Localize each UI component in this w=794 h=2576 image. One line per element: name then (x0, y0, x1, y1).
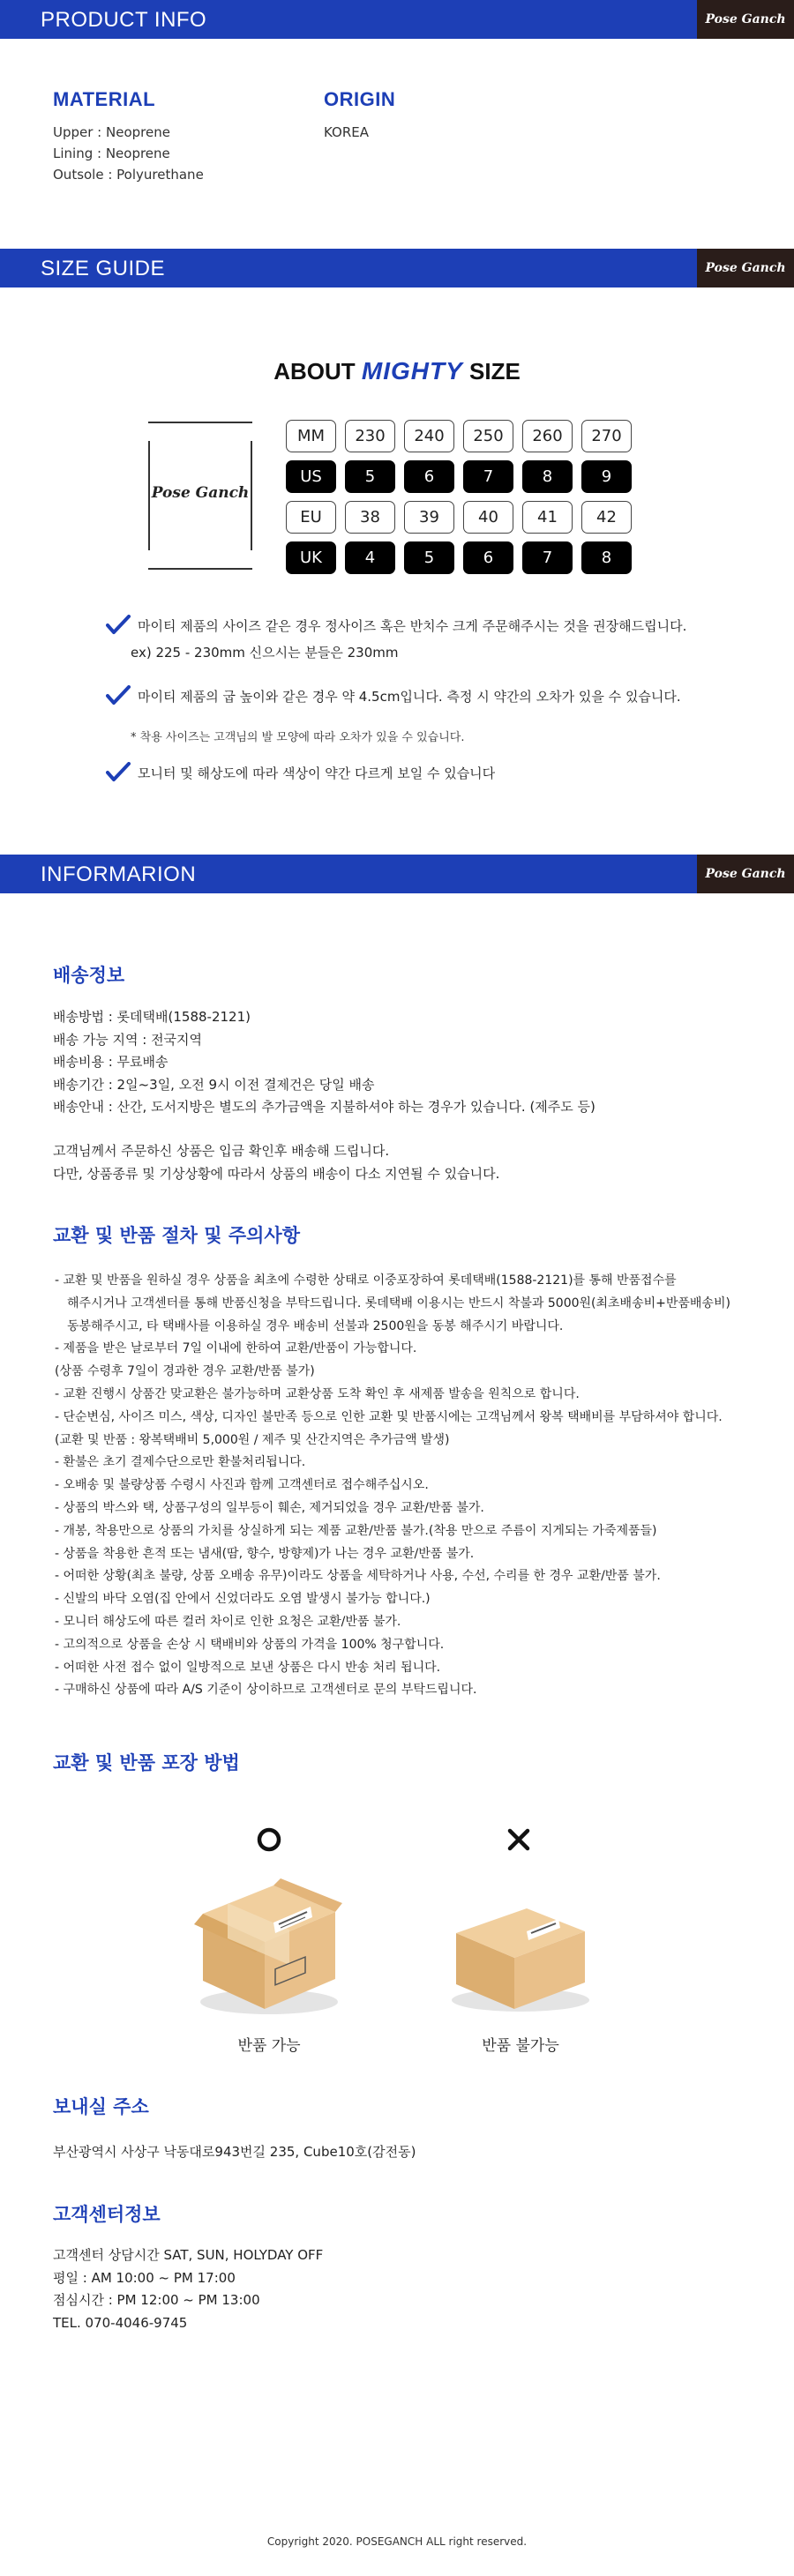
size-logo-text: Pose Ganch (151, 484, 250, 502)
size-heading-prefix: ABOUT (273, 358, 356, 385)
exchange-rule-line: - 제품을 받은 날로부터 7일 이내에 한하여 교환/반품이 가능합니다. (55, 1341, 417, 1356)
exchange-rule-line: - 신발의 바닥 오염(집 안에서 신었더라도 오염 발생시 불가능 합니다.) (55, 1592, 431, 1607)
customer-center-line: 고객센터 상담시간 SAT, SUN, HOLYDAY OFF (53, 2247, 324, 2263)
size-table (286, 420, 632, 582)
check-icon (106, 615, 131, 636)
shipping-notice (53, 1140, 499, 1185)
brand-logo (697, 855, 794, 893)
shipping-notice-line: 고객님께서 주문하신 상품은 입금 확인후 배송해 드립니다. (53, 1143, 390, 1159)
brand-logo-text: Pose Ganch (705, 261, 786, 275)
x-mark-icon (506, 1826, 532, 1861)
exchange-rule-line: 해주시거나 고객센터를 통해 반품신청을 부탁드립니다. 롯데택배 이용시는 반드시 착불과 5000원(최초배송비+반품배송비) (67, 1295, 730, 1310)
shipping-line: 배송 가능 지역 : 전국지역 (53, 1031, 203, 1048)
exchange-rule-line: (교환 및 반품 : 왕복택배비 5,000원 / 제주 및 산간지역은 추가금액 발생) (55, 1432, 450, 1447)
exchange-rule-line: 동봉해주시고, 타 택배사를 이용하실 경우 배송비 선불과 2500원을 동봉 해주시기 바랍니다. (67, 1318, 564, 1333)
customer-center-line: 점심시간 : PM 12:00 ~ PM 13:00 (53, 2292, 260, 2308)
size-table-cell: 5 (345, 460, 395, 493)
size-heading-suffix: SIZE (469, 358, 521, 385)
exchange-rule-line: - 상품의 박스와 택, 상품구성의 일부등이 훼손, 제거되었을 경우 교환/반품 불가. (55, 1500, 484, 1515)
size-table-cell: 270 (581, 420, 632, 452)
shipping-line: 배송비용 : 무료배송 (53, 1054, 169, 1070)
size-table-label: US (286, 460, 336, 493)
size-heading-brand: MIGHTY (361, 357, 463, 385)
size-note-1-example: ex) 225 - 230mm 신으시는 분들은 230mm (131, 645, 399, 661)
brand-logo (697, 249, 794, 287)
size-table-row (286, 541, 632, 574)
size-table-cell: 6 (463, 541, 513, 574)
shipping-line: 배송방법 : 롯데택배(1588-2121) (53, 1009, 251, 1025)
size-note-2-text: 마이티 제품의 굽 높이와 같은 경우 약 4.5cm입니다. 측정 시 약간의 오차가 있을 수 있습니다. (138, 688, 681, 705)
product-info-band (0, 0, 794, 39)
size-note-2 (106, 685, 681, 706)
pack-ok-label: 반품 가능 (237, 2037, 301, 2055)
shipping-line: 배송기간 : 2일~3일, 오전 9시 이전 결제건은 당일 배송 (53, 1076, 375, 1093)
exchange-rule-line: - 환불은 초기 결제수단으로만 환불처리됩니다. (55, 1455, 306, 1470)
size-note-1-text: 마이티 제품의 사이즈 같은 경우 정사이즈 혹은 반치수 크게 주문해주시는 것을 권장해드립니다. (138, 617, 687, 634)
size-table-cell: 38 (345, 501, 395, 534)
pack-no-label: 반품 불가능 (482, 2037, 559, 2055)
exchange-rule-line: - 고의적으로 상품을 손상 시 택배비와 상품의 가격을 100% 청구합니다. (55, 1637, 445, 1652)
size-logo-frame (148, 422, 252, 570)
size-heading (0, 357, 794, 385)
exchange-rule-line: (상품 수령후 7일이 경과한 경우 교환/반품 불가) (55, 1364, 315, 1379)
exchange-title: 교환 및 반품 절차 및 주의사항 (53, 1225, 300, 1246)
size-note-3-text: 모니터 및 해상도에 따라 색상이 약간 다르게 보일 수 있습니다 (138, 765, 496, 781)
information-title: INFORMARION (41, 862, 197, 886)
size-note-1 (106, 615, 686, 636)
brand-logo-text: Pose Ganch (705, 12, 786, 26)
shipping-notice-line: 다만, 상품종류 및 기상상황에 따라서 상품의 배송이 다소 지연될 수 있습니다. (53, 1165, 500, 1182)
material-line: Lining : Neoprene (53, 146, 170, 161)
address-title: 보내실 주소 (53, 2096, 149, 2117)
size-note-3 (106, 762, 495, 783)
size-table-cell: 6 (404, 460, 454, 493)
size-table-label: UK (286, 541, 336, 574)
shipping-title: 배송정보 (53, 965, 125, 986)
material-line: Upper : Neoprene (53, 124, 170, 140)
size-table-row (286, 460, 632, 493)
exchange-rule-line: - 구매하신 상품에 따라 A/S 기준이 상이하므로 고객센터로 문의 부탁드립니다. (55, 1683, 477, 1698)
size-table-cell: 7 (463, 460, 513, 493)
size-table-row (286, 501, 632, 534)
size-table-cell: 8 (522, 460, 573, 493)
material-heading: MATERIAL (53, 88, 156, 110)
exchange-rules (55, 1270, 730, 1702)
material-section (53, 88, 204, 185)
closed-box-illustration (446, 1896, 596, 2015)
size-table-label: MM (286, 420, 336, 452)
size-table-cell: 40 (463, 501, 513, 534)
size-table-cell: 8 (581, 541, 632, 574)
size-table-cell: 42 (581, 501, 632, 534)
open-box-illustration (194, 1861, 344, 2015)
material-line: Outsole : Polyurethane (53, 167, 204, 183)
exchange-rule-line: - 상품을 착용한 흔적 또는 냄새(땀, 향수, 방향제)가 나는 경우 교환/반품 불가. (55, 1546, 475, 1561)
exchange-rule-line: - 단순변심, 사이즈 미스, 색상, 디자인 불만족 등으로 인한 교환 및 반품시에는 고객님께서 왕복 택배비를 부담하셔야 합니다. (55, 1409, 723, 1424)
size-table-cell: 250 (463, 420, 513, 452)
customer-center-line: 평일 : AM 10:00 ~ PM 17:00 (53, 2269, 236, 2286)
size-table-cell: 9 (581, 460, 632, 493)
address-value: 부산광역시 사상구 낙동대로943번길 235, Cube10호(감전동) (53, 2144, 416, 2160)
customer-center-title: 고객센터정보 (53, 2204, 161, 2225)
exchange-rule-line: - 어떠한 사전 접수 없이 일방적으로 보낸 상품은 다시 반송 처리 됩니다. (55, 1660, 441, 1675)
size-table-row (286, 420, 632, 452)
exchange-rule-line: - 개봉, 착용만으로 상품의 가치를 상실하게 되는 제품 교환/반품 불가.(착용 만으로 주름이 지게되는 가죽제품들) (55, 1523, 657, 1538)
exchange-rule-line: - 교환 진행시 상품간 맞교환은 불가능하며 교환상품 도착 확인 후 새제품 발송을 원칙으로 합니다. (55, 1386, 580, 1401)
customer-center-line: TEL. 070-4046-9745 (53, 2314, 188, 2331)
origin-heading: ORIGIN (324, 88, 396, 110)
size-table-cell: 240 (404, 420, 454, 452)
exchange-rule-line: - 오배송 및 불량상품 수령시 사진과 함께 고객센터로 접수해주십시오. (55, 1478, 429, 1493)
origin-section (324, 88, 395, 143)
copyright: Copyright 2020. POSEGANCH ALL right reserved. (266, 2535, 528, 2548)
product-info-title: PRODUCT INFO (41, 8, 207, 32)
shipping-line: 배송안내 : 산간, 도서지방은 별도의 추가금액을 지불하셔야 하는 경우가 있습니다. (제주도 등) (53, 1099, 596, 1115)
brand-logo (697, 0, 794, 39)
size-table-cell: 230 (345, 420, 395, 452)
packing-title: 교환 및 반품 포장 방법 (53, 1752, 240, 1773)
check-icon (106, 762, 131, 783)
size-note-2-small: * 착용 사이즈는 고객님의 발 모양에 따라 오차가 있을 수 있습니다. (131, 731, 465, 744)
exchange-rule-line: - 어떠한 상황(최초 불량, 상품 오배송 유무)이라도 상품을 세탁하거나 사용, 수선, 수리를 한 경우 교환/반품 불가. (55, 1569, 661, 1584)
shipping-info (53, 1006, 596, 1119)
size-table-cell: 39 (404, 501, 454, 534)
size-table-cell: 4 (345, 541, 395, 574)
exchange-rule-line: - 교환 및 반품을 원하실 경우 상품을 최초에 수령한 상태로 이중포장하여 롯데택배(1588-2121)를 통해 반품접수를 (55, 1273, 677, 1288)
circle-mark-icon (256, 1826, 282, 1861)
brand-logo-text: Pose Ganch (705, 867, 786, 881)
exchange-rule-line: - 모니터 해상도에 따른 컬러 차이로 인한 요청은 교환/반품 불가. (55, 1614, 401, 1629)
size-table-cell: 7 (522, 541, 573, 574)
size-table-cell: 41 (522, 501, 573, 534)
customer-center-info (53, 2244, 323, 2334)
size-table-cell: 5 (404, 541, 454, 574)
size-guide-band (0, 249, 794, 287)
origin-value: KOREA (324, 124, 369, 140)
size-table-cell: 260 (522, 420, 573, 452)
information-band (0, 855, 794, 893)
size-guide-title: SIZE GUIDE (41, 257, 166, 280)
check-icon (106, 685, 131, 706)
size-table-label: EU (286, 501, 336, 534)
